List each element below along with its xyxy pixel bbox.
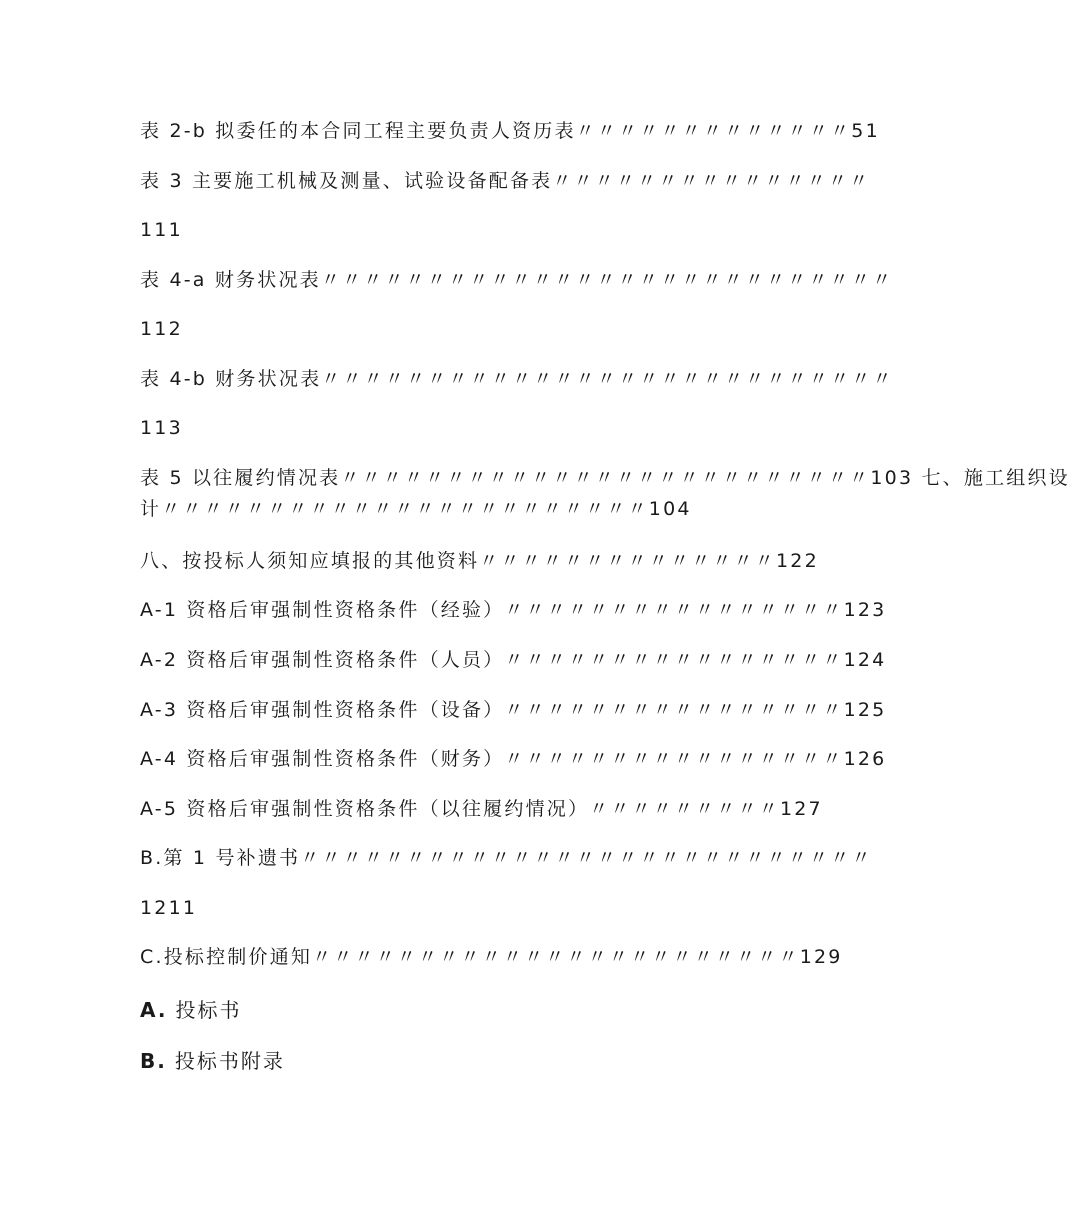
toc-entry-table-4b: 表 4-b 财务状况表〃〃〃〃〃〃〃〃〃〃〃〃〃〃〃〃〃〃〃〃〃〃〃〃〃〃〃 (140, 368, 894, 390)
toc-entry-section-8: 八、按投标人须知应填报的其他资料〃〃〃〃〃〃〃〃〃〃〃〃〃〃122 (140, 550, 819, 572)
toc-entry-a1: A-1 资格后审强制性资格条件（经验）〃〃〃〃〃〃〃〃〃〃〃〃〃〃〃〃123 (140, 599, 887, 621)
toc-page-number: 111 (140, 219, 183, 241)
toc-entry-a3: A-3 资格后审强制性资格条件（设备）〃〃〃〃〃〃〃〃〃〃〃〃〃〃〃〃125 (140, 699, 887, 721)
toc-entry-table-4a: 表 4-a 财务状况表〃〃〃〃〃〃〃〃〃〃〃〃〃〃〃〃〃〃〃〃〃〃〃〃〃〃〃 (140, 269, 894, 291)
toc-page-number: 112 (140, 318, 183, 340)
toc-entry-control-price-c: C.投标控制价通知〃〃〃〃〃〃〃〃〃〃〃〃〃〃〃〃〃〃〃〃〃〃〃129 (140, 946, 843, 968)
toc-entry-a2: A-2 资格后审强制性资格条件（人员）〃〃〃〃〃〃〃〃〃〃〃〃〃〃〃〃124 (140, 649, 887, 671)
section-heading-b (140, 1048, 285, 1074)
toc-entry-table-5: 表 5 以往履约情况表〃〃〃〃〃〃〃〃〃〃〃〃〃〃〃〃〃〃〃〃〃〃〃〃〃103 七、施工组织设 (140, 467, 1070, 489)
toc-entry-table-3: 表 3 主要施工机械及测量、试验设备配备表〃〃〃〃〃〃〃〃〃〃〃〃〃〃〃 (140, 170, 871, 192)
section-heading-b-label: B. (140, 1049, 167, 1073)
toc-entry-addendum-b: B.第 1 号补遗书〃〃〃〃〃〃〃〃〃〃〃〃〃〃〃〃〃〃〃〃〃〃〃〃〃〃〃 (140, 847, 873, 869)
section-heading-a-label: A. (140, 998, 168, 1022)
toc-entry-table-2b: 表 2-b 拟委任的本合同工程主要负责人资历表〃〃〃〃〃〃〃〃〃〃〃〃〃51 (140, 120, 880, 142)
toc-page-number: 113 (140, 417, 183, 439)
section-heading-a (140, 997, 241, 1023)
section-heading-a-text: 投标书 (175, 998, 242, 1022)
toc-entry-a5: A-5 资格后审强制性资格条件（以往履约情况）〃〃〃〃〃〃〃〃〃127 (140, 798, 823, 820)
toc-entry-construction-design: 计〃〃〃〃〃〃〃〃〃〃〃〃〃〃〃〃〃〃〃〃〃〃〃104 (140, 498, 692, 520)
section-heading-b-text: 投标书附录 (174, 1049, 285, 1073)
toc-page-number: 1211 (140, 897, 198, 919)
toc-entry-a4: A-4 资格后审强制性资格条件（财务）〃〃〃〃〃〃〃〃〃〃〃〃〃〃〃〃126 (140, 748, 887, 770)
